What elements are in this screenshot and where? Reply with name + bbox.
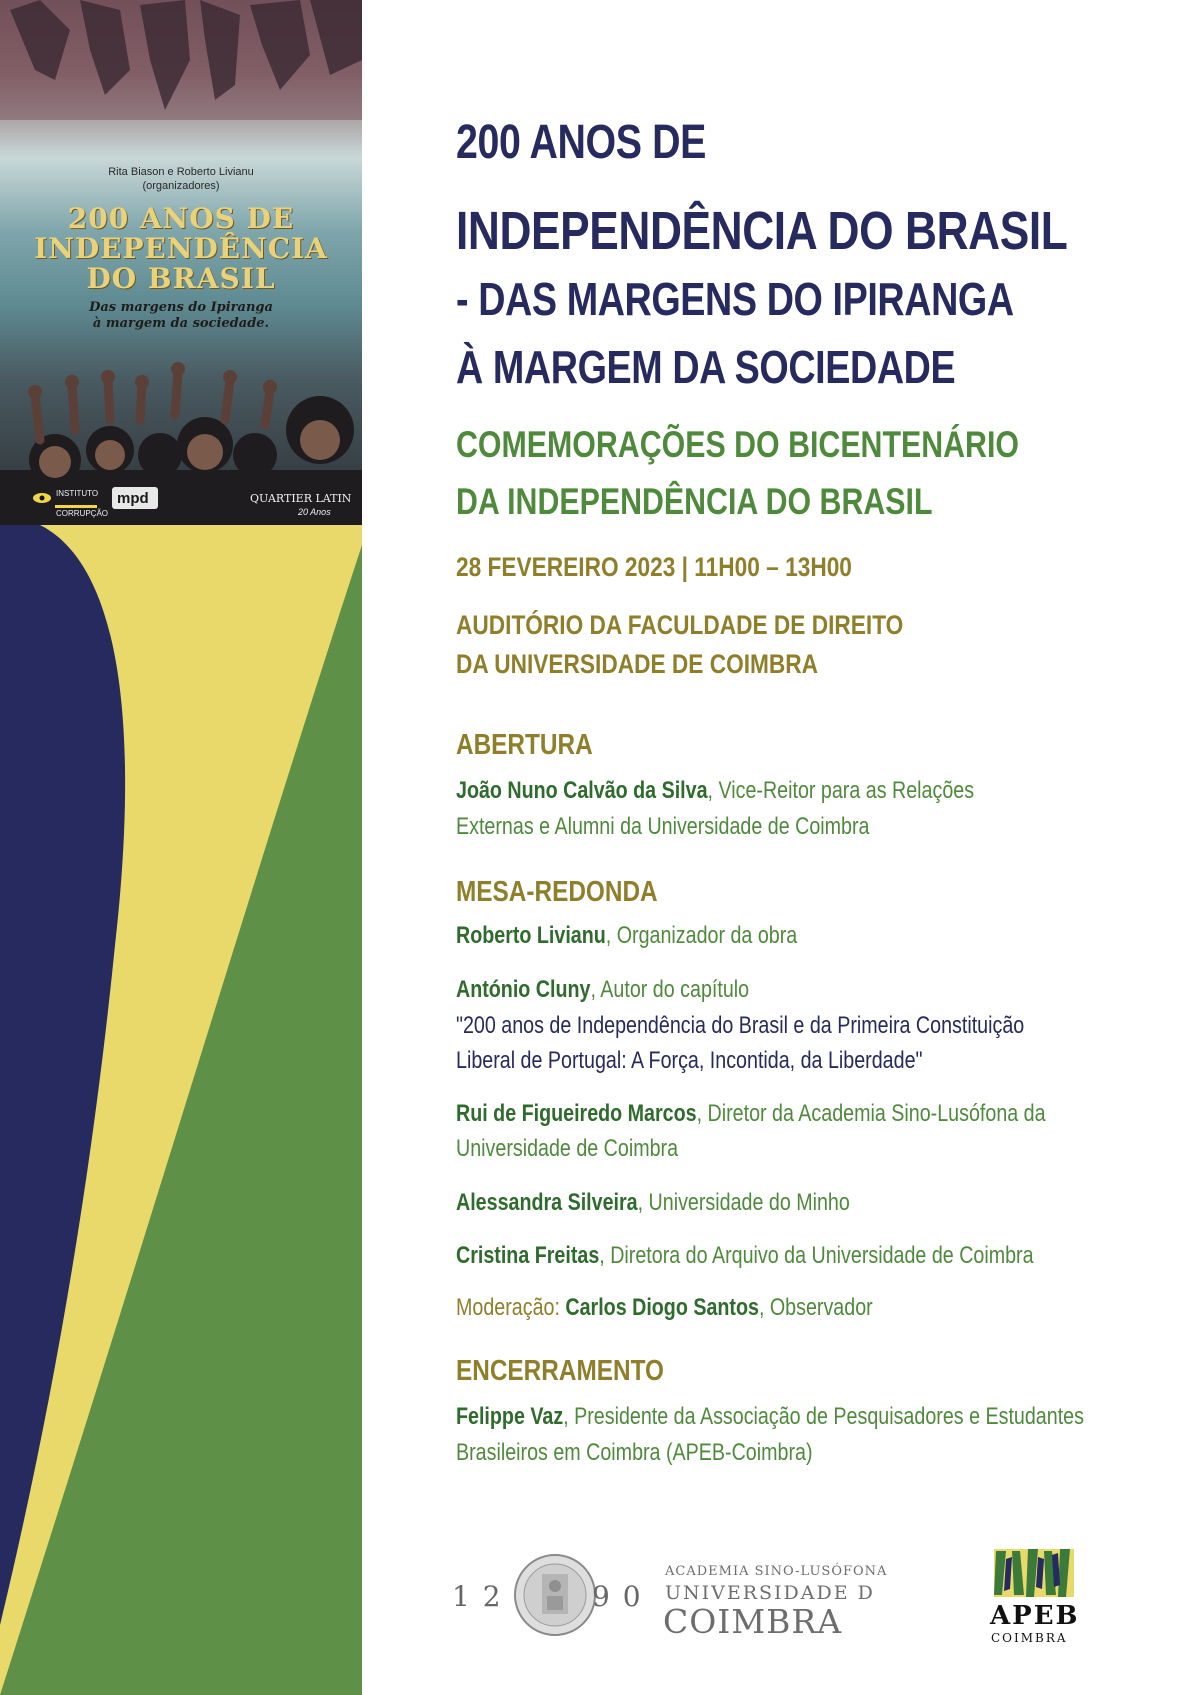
panelist-2-name: António Cluny xyxy=(456,976,591,1003)
cover-subtitle-line1: Das margens do Ipiranga xyxy=(89,300,273,315)
moderator-role: , Observador xyxy=(758,1294,873,1321)
panelist-5-name: Cristina Freitas xyxy=(456,1242,600,1269)
cover-logo-instituto-line1: INSTITUTO xyxy=(56,489,99,498)
abertura-speaker-role-cont: Externas e Alumni da Universidade de Coimbra xyxy=(456,813,870,840)
uc-logo-line3: COIMBRA xyxy=(663,1602,843,1641)
cover-subtitle-line2: à margem da sociedade. xyxy=(92,316,270,331)
cover-logo-publisher-sub: 20 Anos xyxy=(298,507,331,517)
abertura-speaker-name: João Nuno Calvão da Silva xyxy=(456,777,708,804)
uc-logo-line2: UNIVERSIDADE D xyxy=(665,1582,875,1604)
event-datetime: 28 FEVEREIRO 2023 | 11H00 – 13H00 xyxy=(456,552,852,582)
panelist-3-role: , Diretor da Academia Sino-Lusófona da xyxy=(696,1100,1046,1127)
cover-authors: Rita Biason e Roberto Livianu xyxy=(108,166,254,178)
cover-logo-mpd: mpd xyxy=(117,490,149,507)
cover-title-line3: DO BRASIL xyxy=(86,262,276,295)
section-heading-mesa-redonda: MESA-REDONDA xyxy=(456,876,658,908)
moderator-name: Carlos Diogo Santos xyxy=(565,1294,759,1321)
apeb-logo-graphic-icon xyxy=(994,1549,1074,1597)
title-line2: INDEPENDÊNCIA DO BRASIL xyxy=(456,201,1068,261)
brazil-flag-colors-graphic xyxy=(0,525,362,1695)
panelist-2 xyxy=(456,976,749,1004)
venue-line1: AUDITÓRIO DA FACULDADE DE DIREITO xyxy=(456,610,904,640)
moderator xyxy=(456,1294,873,1322)
panelist-5 xyxy=(456,1242,1034,1270)
panelist-2-chapter-title-line2: Liberal de Portugal: A Força, Incontida, da Liberdade" xyxy=(456,1047,923,1074)
panelist-5-role: , Diretora do Arquivo da Universidade de Coimbra xyxy=(599,1242,1034,1269)
title-line4: À MARGEM DA SOCIEDADE xyxy=(456,341,956,393)
panelist-2-chapter-title-line1: "200 anos de Independência do Brasil e da Primeira Constituição xyxy=(456,1012,1025,1039)
cover-logo-instituto-line2: CORRUPÇÃO xyxy=(56,509,109,518)
abertura-speaker xyxy=(456,777,974,805)
panelist-4-name: Alessandra Silveira xyxy=(456,1189,638,1216)
cover-title-line2: INDEPENDÊNCIA xyxy=(34,232,328,265)
title-line1: 200 ANOS DE xyxy=(456,116,706,169)
left-column xyxy=(0,0,362,1695)
panelist-2-role: , Autor do capítulo xyxy=(590,976,750,1003)
uc-logo-line1: ACADEMIA SINO-LUSÓFONA xyxy=(665,1564,888,1579)
panelist-3-role-cont: Universidade de Coimbra xyxy=(456,1135,679,1162)
cover-organizers: (organizadores) xyxy=(142,180,220,192)
commemoration-line1: COMEMORAÇÕES DO BICENTENÁRIO xyxy=(456,424,1019,465)
commemoration-line2: DA INDEPENDÊNCIA DO BRASIL xyxy=(456,481,933,522)
panelist-1 xyxy=(456,922,797,950)
encerramento-speaker-role: , Presidente da Associação de Pesquisadores e Estudantes xyxy=(563,1403,1084,1430)
section-heading-abertura: ABERTURA xyxy=(456,729,593,761)
panelist-4 xyxy=(456,1189,850,1217)
panelist-1-name: Roberto Livianu xyxy=(456,922,606,949)
encerramento-speaker xyxy=(456,1403,1084,1431)
panelist-3 xyxy=(456,1100,1046,1128)
panelist-4-role: , Universidade do Minho xyxy=(637,1189,850,1216)
panelist-3-name: Rui de Figueiredo Marcos xyxy=(456,1100,697,1127)
cover-title-line1: 200 ANOS DE xyxy=(67,202,295,235)
venue-line2: DA UNIVERSIDADE DE COIMBRA xyxy=(456,649,819,679)
encerramento-speaker-role-cont: Brasileiros em Coimbra (APEB-Coimbra) xyxy=(456,1439,813,1466)
panelist-1-role: , Organizador da obra xyxy=(605,922,798,949)
uc-logo-digits-left: 1 2 xyxy=(452,1580,503,1613)
book-cover-image xyxy=(0,0,362,525)
apeb-logo-subtext: COIMBRA xyxy=(991,1631,1068,1645)
uc-logo-digits-right: 9 0 xyxy=(592,1580,643,1613)
abertura-speaker-role: , Vice-Reitor para as Relações xyxy=(707,777,975,804)
apeb-logo-text: APEB xyxy=(990,1601,1080,1631)
moderator-label: Moderação: xyxy=(456,1294,566,1321)
cover-logo-publisher: QUARTIER LATIN xyxy=(250,492,352,505)
university-seal-icon xyxy=(512,1552,598,1638)
encerramento-speaker-name: Felippe Vaz xyxy=(456,1403,564,1430)
title-line3: - DAS MARGENS DO IPIRANGA xyxy=(456,273,1014,325)
section-heading-encerramento: ENCERRAMENTO xyxy=(456,1355,664,1387)
